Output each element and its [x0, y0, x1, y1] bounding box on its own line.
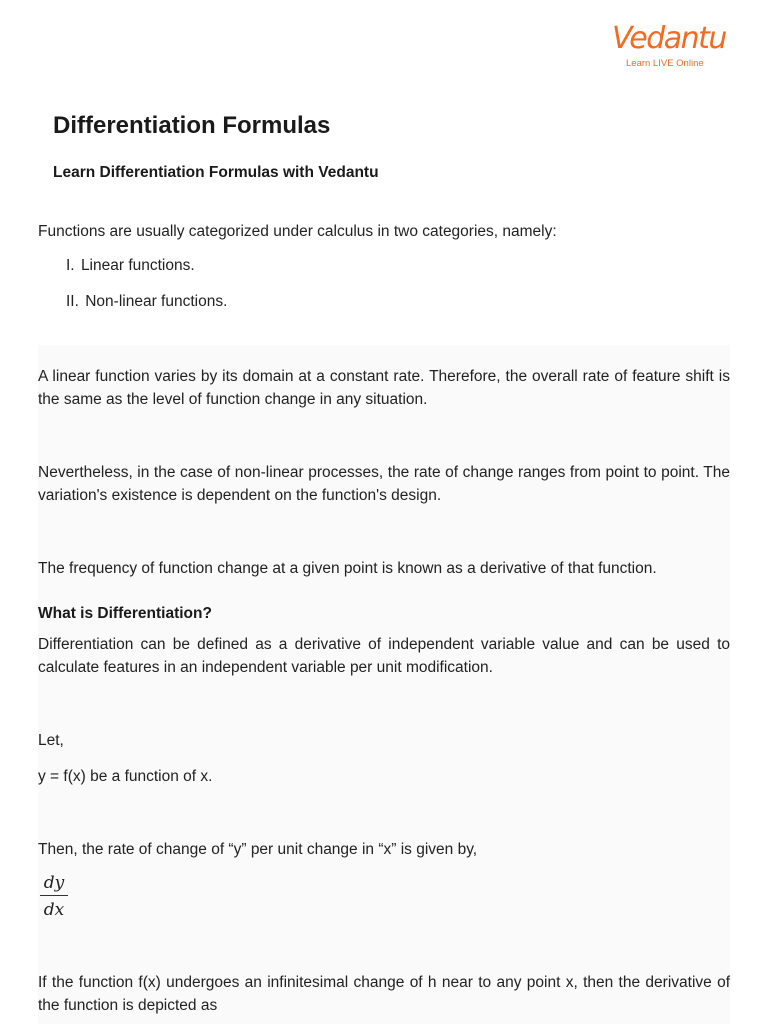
- frequency-paragraph: The frequency of function change at a given point is known as a derivative of that function.: [38, 560, 657, 577]
- list-item-number: I.: [66, 257, 75, 274]
- list-item-text: Non-linear functions.: [85, 293, 228, 310]
- let-line: Let,: [38, 732, 64, 749]
- rate-paragraph: Then, the rate of change of “y” per unit change in “x” is given by,: [38, 841, 478, 858]
- infinitesimal-paragraph: If the function f(x) undergoes an infinitesimal change of h near to any point x, then the derivative of the function is depicted as: [38, 974, 730, 1014]
- page-title: Differentiation Formulas: [53, 112, 331, 139]
- section-heading: What is Differentiation?: [38, 605, 212, 622]
- fraction-denominator: dx: [43, 900, 65, 920]
- linear-paragraph: A linear function varies by its domain at a constant rate. Therefore, the overall rate of feature shift is the same as the level of function change in any situation.: [38, 368, 730, 408]
- page-subtitle: Learn Differentiation Formulas with Vedantu: [53, 164, 379, 181]
- list-item: [66, 257, 195, 275]
- fraction-numerator: dy: [43, 873, 65, 893]
- content-background: [38, 345, 730, 1024]
- logo-tagline: Learn LIVE Online: [626, 58, 704, 69]
- list-item: [66, 293, 227, 311]
- logo-wordmark: Vedantu: [612, 21, 726, 56]
- function-line: y = f(x) be a function of x.: [38, 768, 213, 785]
- nonlinear-paragraph: Nevertheless, in the case of non-linear processes, the rate of change ranges from point to point. The variation's existence is dependent on the function's design.: [38, 464, 730, 504]
- list-item-text: Linear functions.: [80, 257, 195, 274]
- dy-dx-fraction: [40, 872, 68, 921]
- vedantu-logo: [612, 21, 726, 72]
- fraction-bar: [40, 895, 68, 896]
- definition-paragraph: Differentiation can be defined as a derivative of independent variable value and can be used to calculate features in an independent variable per unit modification.: [38, 636, 730, 676]
- list-item-number: II.: [66, 293, 79, 310]
- intro-paragraph: Functions are usually categorized under calculus in two categories, namely:: [38, 223, 557, 240]
